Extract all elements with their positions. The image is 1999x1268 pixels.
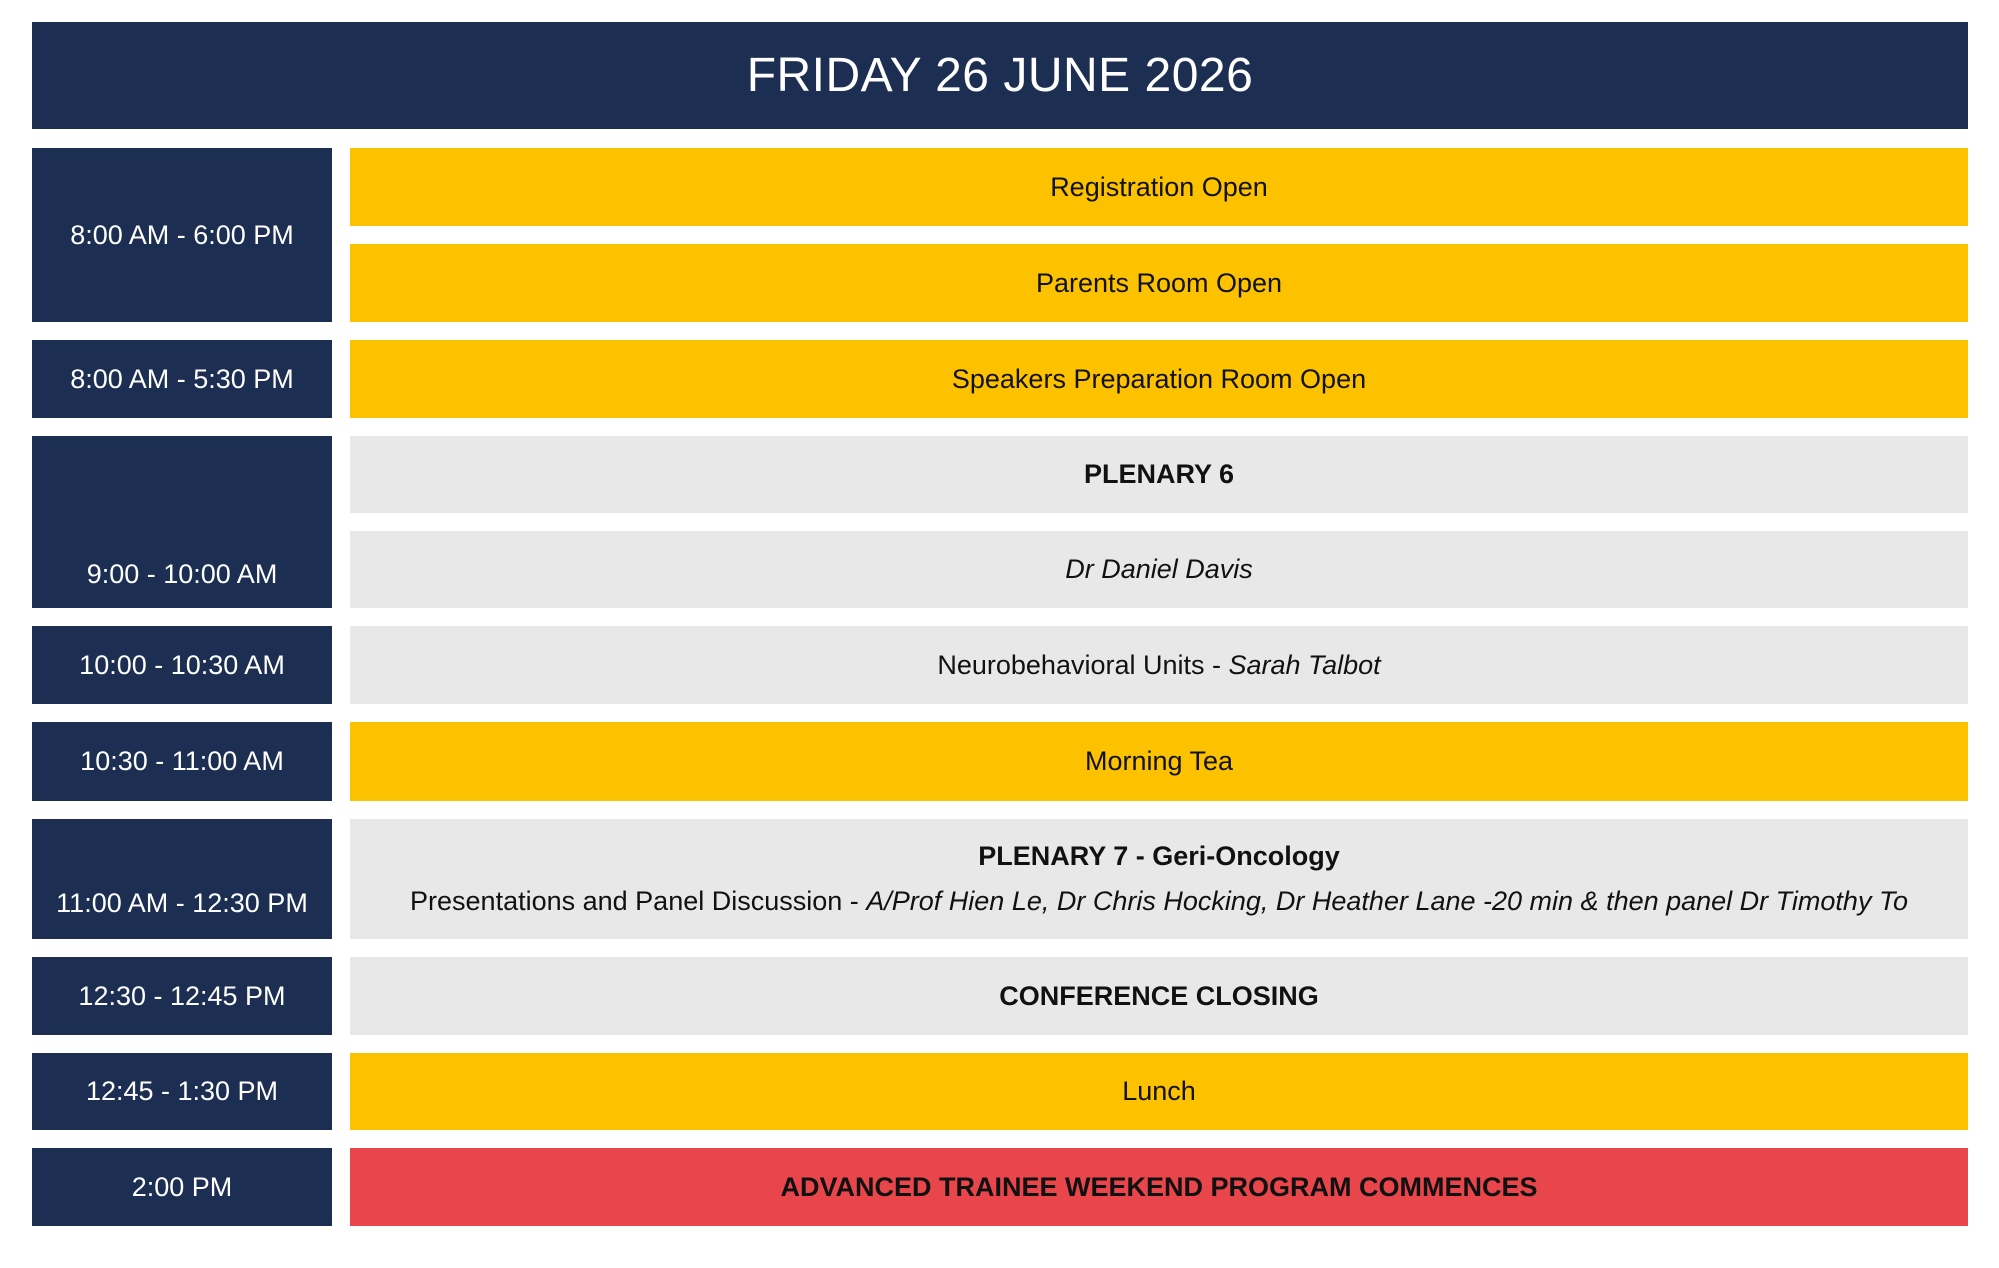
time-slot	[32, 1053, 332, 1130]
time-label: 11:00 AM - 12:30 PM	[56, 888, 308, 918]
event-lunch	[350, 1053, 1968, 1130]
event-label: Morning Tea	[1084, 746, 1234, 776]
event-plenary-6-speaker	[350, 531, 1968, 608]
event-plenary-6	[350, 436, 1968, 513]
event-title: ADVANCED TRAINEE WEEKEND PROGRAM COMMENCES	[780, 1171, 1538, 1202]
time-slot	[32, 819, 332, 939]
time-slot	[32, 1148, 332, 1226]
time-slot	[32, 436, 332, 608]
time-label: 8:00 AM - 6:00 PM	[70, 219, 294, 250]
event-label: Speakers Preparation Room Open	[951, 363, 1367, 394]
time-label: 2:00 PM	[131, 1171, 233, 1202]
time-slot	[32, 957, 332, 1035]
event-description-line	[410, 886, 1908, 917]
event-speakers-room	[350, 340, 1968, 418]
event-advanced-trainee	[350, 1148, 1968, 1226]
event-neurobehavioral-units	[350, 626, 1968, 704]
event-label: Lunch	[1122, 1076, 1196, 1106]
event-label: Registration Open	[1050, 171, 1268, 202]
event-plenary-7	[350, 819, 1968, 939]
event-title: PLENARY 6	[1083, 459, 1235, 489]
time-slot	[32, 626, 332, 704]
time-label: 9:00 - 10:00 AM	[86, 559, 278, 589]
page-title-text: FRIDAY 26 JUNE 2026	[746, 49, 1254, 102]
event-registration	[350, 148, 1968, 226]
event-title: PLENARY 7 - Geri-Oncology	[978, 841, 1340, 871]
speaker-name: Dr Daniel Davis	[1065, 554, 1253, 584]
page-title	[32, 22, 1968, 129]
speaker-name: Sarah Talbot	[1228, 649, 1381, 680]
time-slot	[32, 722, 332, 801]
speaker-names: A/Prof Hien Le, Dr Chris Hocking, Dr Heather Lane -20 min & then panel Dr Timothy To	[866, 886, 1908, 916]
time-label: 12:30 - 12:45 PM	[78, 980, 286, 1011]
time-label: 10:00 - 10:30 AM	[79, 649, 285, 680]
event-label: Neurobehavioral Units -	[937, 649, 1229, 680]
time-label: 12:45 - 1:30 PM	[85, 1076, 279, 1106]
event-conference-closing	[350, 957, 1968, 1035]
event-morning-tea	[350, 722, 1968, 801]
time-slot	[32, 340, 332, 418]
event-description: Presentations and Panel Discussion -	[410, 886, 867, 916]
event-parents-room	[350, 244, 1968, 322]
time-slot	[32, 148, 332, 322]
event-label: Parents Room Open	[1035, 267, 1283, 298]
event-title: CONFERENCE CLOSING	[999, 980, 1319, 1011]
time-label: 10:30 - 11:00 AM	[80, 746, 284, 776]
time-label: 8:00 AM - 5:30 PM	[70, 363, 294, 394]
